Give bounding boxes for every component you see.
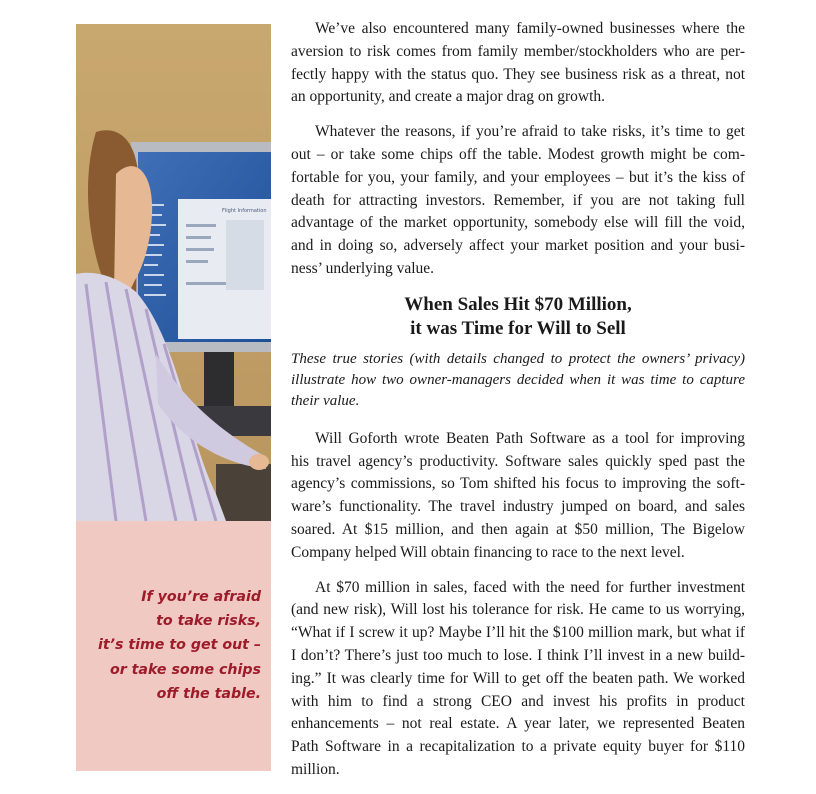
pullquote-line: or take some chips [109, 661, 261, 678]
text-line: We’ve also encountered many family-owned businesses where the [315, 20, 745, 37]
text-line: Whatever the reasons, if you’re afraid to take risks, it’s time to get [315, 123, 745, 141]
text-line: (and new risk), Will lost his tolerance for risk. He came to us worrying, [291, 601, 745, 619]
text-line: their value. [291, 392, 360, 409]
text-line: soared. At $15 million, and then again at $50 million, The Bigelow [291, 520, 745, 538]
text-line: death for attracting investors. Remember, if you are not taking full [291, 191, 745, 209]
text-line: Will Goforth wrote Beaten Path Software as a tool for improving [315, 429, 745, 447]
text-line: ware’s functionality. The travel industry jumped on board, and sales [291, 498, 745, 516]
text-line: agency’s commissions, so Tom shifted his focus to improving the soft- [291, 475, 745, 493]
text-line: I don’t? There’s just too much to lose. I think I’ll invest in a new build- [291, 646, 745, 664]
text-line: illustrate how two owner-managers decided when it was time to capture [291, 371, 745, 388]
office-photo [76, 24, 271, 521]
screen-title: Flight Information [222, 208, 267, 214]
text-line: Path Software in a recapitalization to a private equity buyer for $110 [291, 738, 745, 756]
text-line: his travel agency’s productivity. Software sales quickly sped past the [291, 452, 745, 470]
text-line: with him to find a strong CEO and invest his profits in product [291, 692, 745, 710]
pullquote-line: If you’re afraid [141, 589, 261, 605]
photo-illustration [76, 24, 271, 521]
text-line: Company helped Will obtain financing to race to the next level. [291, 543, 685, 561]
text-line: out – or take some chips off the table. Modest growth might be com- [291, 145, 745, 163]
text-line: an opportunity, and create a major drag on growth. [291, 88, 606, 106]
text-line: ness’ underlying value. [291, 259, 435, 277]
pullquote-panel [76, 521, 271, 771]
text-line: These true stories (with details changed to protect the owners’ privacy) [291, 350, 745, 367]
headline-line-1: When Sales Hit $70 Million, [404, 293, 632, 315]
paragraph-seventy-million [291, 577, 745, 782]
section-headline [291, 293, 745, 341]
text-line: million. [291, 760, 340, 778]
pullquote-line: it’s time to get out – [97, 637, 261, 654]
pullquote [81, 585, 261, 706]
text-line: At $70 million in sales, faced with the need for further investment [315, 578, 745, 596]
text-line: “What if I screw it up? Maybe I’ll hit the $100 million mark, but what if [291, 624, 745, 642]
pullquote-line: off the table. [156, 685, 261, 702]
text-line: enhancements – not real estate. A year later, we represented Beaten [291, 715, 745, 733]
text-line: fortable for you, your family, and your employees – but it’s the kiss of [291, 168, 745, 186]
paragraph-take-risks [291, 121, 745, 281]
intro-italic [291, 349, 745, 412]
article-body [291, 18, 745, 794]
text-line: fectly happy with the status quo. They see business risk as a threat, not [291, 65, 745, 83]
headline-line-2: it was Time for Will to Sell [410, 317, 626, 339]
text-line: advantage of the market opportunity, somebody else will fill the void, [291, 214, 745, 232]
text-line: and in doing so, adversely affect your market position and your busi- [291, 237, 745, 255]
text-line: aversion to risk comes from family member/stockholders who are per- [291, 42, 745, 60]
text-line: ing.” It was clearly time for Will to get off the beaten path. We worked [291, 669, 745, 687]
paragraph-will-goforth [291, 428, 745, 565]
pullquote-line: to take risks, [156, 613, 261, 630]
paragraph-family-businesses [291, 18, 745, 109]
